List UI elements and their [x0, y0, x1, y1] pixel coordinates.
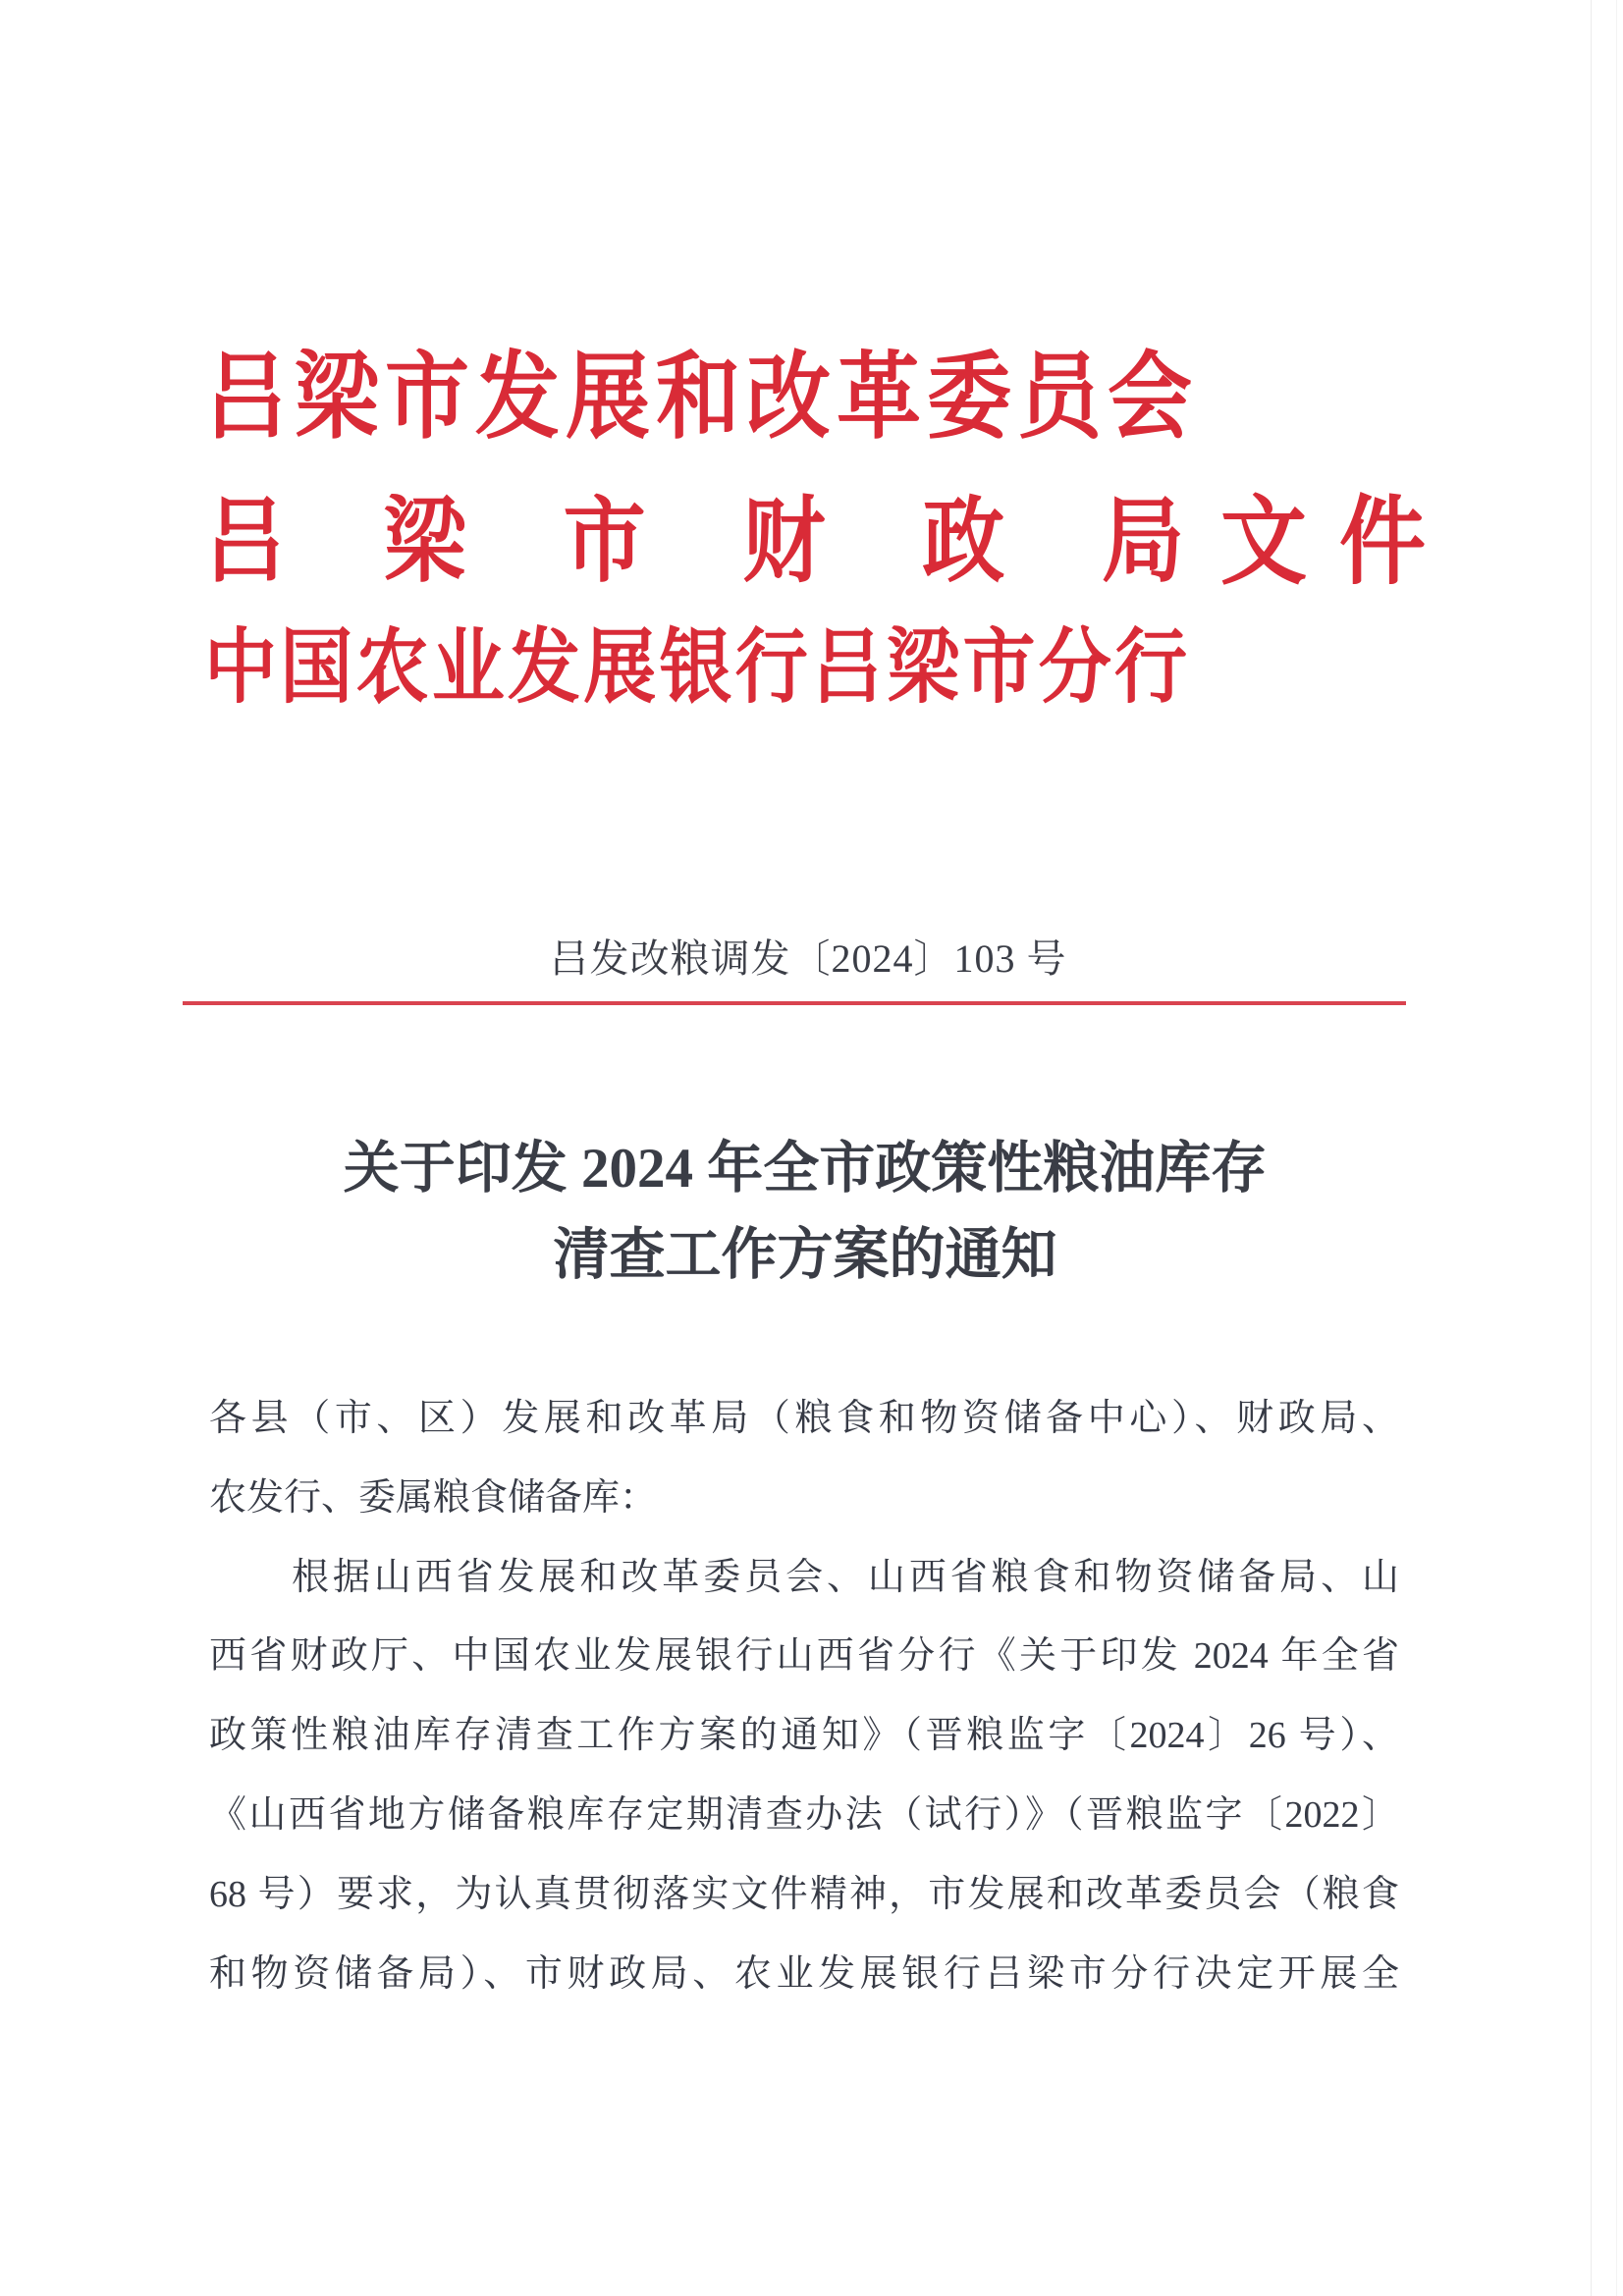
document-body — [209, 1379, 1399, 2013]
document-number: 吕发改粮调发〔2024〕103 号 — [549, 936, 1067, 981]
masthead-issuer-ndrc: 吕梁市发展和改革委员会 — [204, 341, 1192, 453]
scan-edge-line — [1616, 0, 1617, 2296]
masthead-issuer-finance-bureau: 吕梁市财政局 — [204, 486, 1184, 595]
paragraph-line: 政策性粮油库存清查工作方案的通知》（晋粮监字〔2024〕26 号）、 — [209, 1715, 1399, 1757]
paragraph-line: 西省财政厅、中国农业发展银行山西省分行《关于印发 2024 年全省 — [209, 1635, 1399, 1678]
paragraph-line: 68 号）要求，为认真贯彻落实文件精神，市发展和改革委员会（粮食 — [209, 1873, 1399, 1915]
document-title-line-1: 关于印发 2024 年全市政策性粮油库存 — [343, 1138, 1268, 1200]
masthead-issuer-adbc-branch: 中国农业发展银行吕梁市分行 — [204, 619, 1187, 716]
paragraph-line: 根据山西省发展和改革委员会、山西省粮食和物资储备局、山 — [292, 1556, 1399, 1598]
document-title-line-2: 清查工作方案的通知 — [553, 1224, 1057, 1286]
paragraph-line: 《山西省地方储备粮库存定期清查办法（试行）》（晋粮监字〔2022〕 — [209, 1793, 1399, 1836]
paragraph-line: 和物资储备局）、市财政局、农业发展银行吕梁市分行决定开展全 — [209, 1952, 1399, 1995]
red-divider-line — [183, 1001, 1406, 1005]
salutation-line: 农发行、委属粮食储备库： — [209, 1476, 658, 1519]
masthead-document-type: 文件 — [1220, 483, 1426, 599]
salutation-line: 各县（市、区）发展和改革局（粮食和物资储备中心）、财政局、 — [209, 1398, 1399, 1439]
